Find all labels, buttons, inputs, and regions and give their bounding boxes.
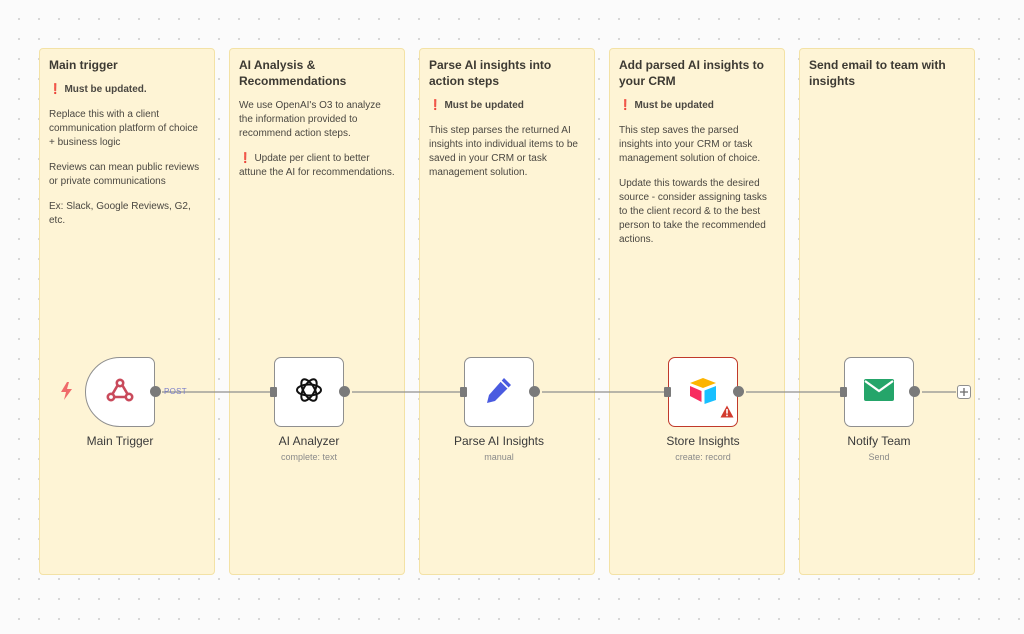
- node-notify-team[interactable]: [844, 357, 914, 427]
- node-label: Store Insights: [666, 434, 740, 448]
- sticky-note-line: We use OpenAI's O3 to analyze the information provided to recommend action steps.: [239, 100, 381, 139]
- node-parse-ai-insights[interactable]: [464, 357, 534, 427]
- node-label: AI Analyzer: [278, 434, 340, 448]
- output-port[interactable]: [909, 386, 920, 397]
- node-label: Parse AI Insights: [453, 434, 545, 448]
- sticky-note-line: Reviews can mean public reviews or private communications: [49, 162, 200, 187]
- connection-label-post: POST: [164, 387, 187, 396]
- exclamation-icon: ❗: [49, 84, 62, 95]
- exclamation-icon: ❗: [429, 100, 442, 111]
- output-port[interactable]: [150, 386, 161, 397]
- node-subtitle: manual: [484, 452, 514, 462]
- sticky-note-title: Send email to team with insights: [809, 58, 946, 88]
- node-main-trigger[interactable]: [85, 357, 155, 427]
- openai-icon: [293, 374, 325, 411]
- sticky-note-line: This step saves the parsed insights into your CRM or task management solution of choice.: [619, 125, 761, 164]
- node-store-insights[interactable]: [668, 357, 738, 427]
- sticky-note-title: Main trigger: [49, 58, 118, 72]
- sticky-note-line: Ex: Slack, Google Reviews, G2, etc.: [49, 201, 191, 226]
- sticky-note-line: Must be updated: [634, 100, 714, 111]
- node-label: Notify Team: [847, 434, 911, 448]
- add-node-button[interactable]: [957, 385, 971, 399]
- trigger-bolt-icon: [61, 382, 72, 405]
- exclamation-icon: ❗: [239, 153, 252, 164]
- airtable-icon: [687, 376, 719, 409]
- output-port[interactable]: [529, 386, 540, 397]
- sticky-note-line: Must be updated.: [64, 84, 147, 95]
- input-port[interactable]: [840, 387, 847, 397]
- input-port[interactable]: [270, 387, 277, 397]
- sticky-note-title: Add parsed AI insights to your CRM: [619, 58, 764, 88]
- sticky-note-line: This step parses the returned AI insights into individual items to be saved in your CRM or task management solution.: [429, 125, 578, 178]
- exclamation-icon: ❗: [619, 100, 632, 111]
- input-port[interactable]: [664, 387, 671, 397]
- sticky-note-line: Update this towards the desired source - consider assigning tasks to the client record & to the best person to take the recommended actions.: [619, 178, 767, 245]
- sticky-note-line: Must be updated: [444, 100, 524, 111]
- webhook-icon: [105, 376, 135, 409]
- email-icon: [863, 378, 895, 407]
- warning-icon[interactable]: [720, 405, 734, 423]
- pencil-icon: [484, 375, 514, 410]
- output-port[interactable]: [339, 386, 350, 397]
- plus-icon: [960, 383, 968, 401]
- sticky-note-title: Parse AI insights into action steps: [429, 58, 552, 88]
- node-label: Main Trigger: [86, 434, 154, 448]
- output-port[interactable]: [733, 386, 744, 397]
- node-subtitle: create: record: [675, 452, 731, 462]
- sticky-note-title: AI Analysis & Recommendations: [239, 58, 347, 88]
- input-port[interactable]: [460, 387, 467, 397]
- sticky-note-line: Update per client to better attune the AI for recommendations.: [239, 153, 395, 178]
- node-subtitle: Send: [868, 452, 890, 462]
- node-subtitle: complete: text: [280, 452, 338, 462]
- node-ai-analyzer[interactable]: [274, 357, 344, 427]
- sticky-note-line: Replace this with a client communication platform of choice + business logic: [49, 109, 198, 148]
